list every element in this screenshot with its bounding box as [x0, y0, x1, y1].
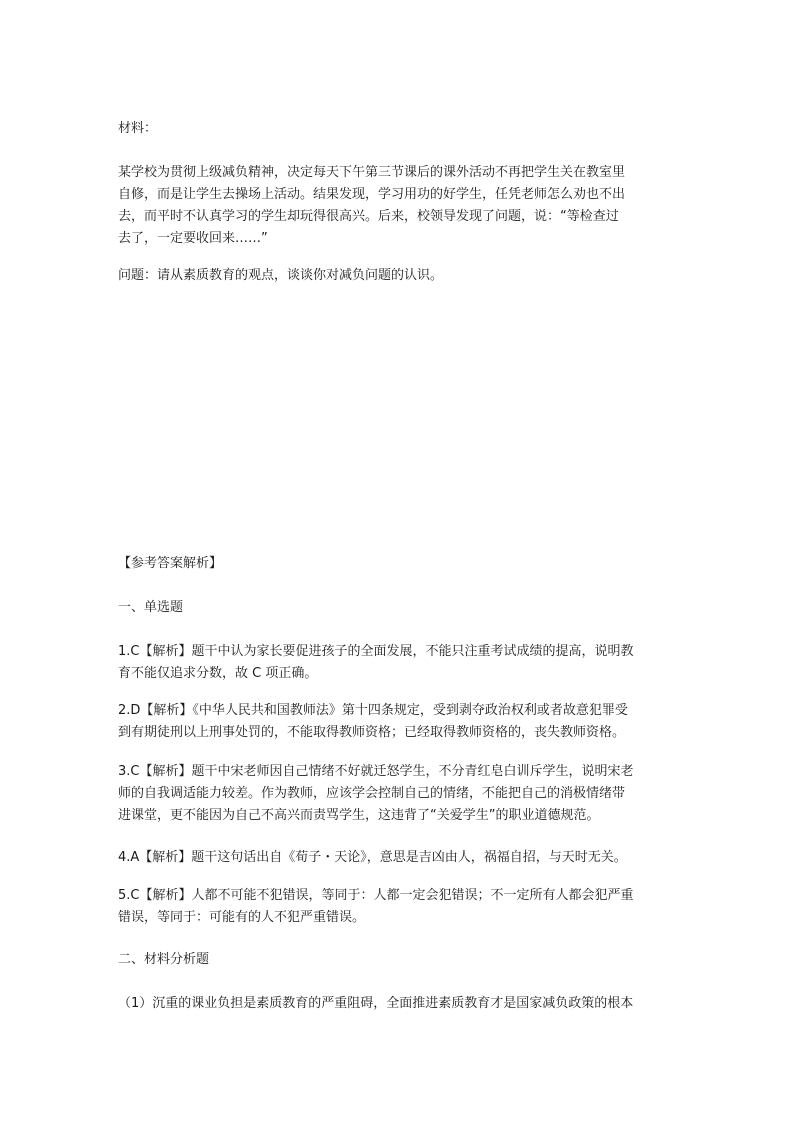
answer-line: 师的自我调适能力较差。作为教师，应该学会控制自己的情绪，不能把自己的消极情绪带 [118, 786, 626, 801]
single-choice-heading: 一、单选题 [118, 600, 184, 615]
answer-line: 5.C【解析】人都不可能不犯错误，等同于：人都一定会犯错误；不一定所有人都会犯严重 [118, 888, 634, 903]
material-line: 自修，而是让学生去操场上活动。结果发现，学习用功的好学生，任凭老师怎么劝也不出 [118, 187, 626, 202]
answer-item-4 [118, 847, 678, 869]
answer-item-3 [118, 761, 678, 827]
material-line: 去，而平时不认真学习的学生却玩得很高兴。后来，校领导发现了问题，说：“等检查过 [118, 209, 619, 224]
analysis-answer-line: （1）沉重的课业负担是素质教育的严重阻碍，全面推进素质教育才是国家减负政策的根本 [118, 996, 634, 1011]
material-label: 材料： [118, 121, 158, 136]
material-line: 某学校为贯彻上级减负精神，决定每天下午第三节课后的课外活动不再把学生关在教室里 [118, 165, 626, 180]
answer-line: 到有期徒刑以上刑事处罚的，不能取得教师资格；已经取得教师资格的，丧失教师资格。 [118, 725, 626, 740]
answer-line: 进课堂，更不能因为自己不高兴而责骂学生，这违背了“关爱学生”的职业道德规范。 [118, 808, 600, 823]
answer-section-title: 【参考答案解析】 [118, 556, 223, 571]
material-paragraph [118, 162, 678, 250]
answer-line: 4.A【解析】题干这句话出自《荀子・天论》，意思是吉凶由人，祸福自招，与天时无关。 [118, 850, 627, 865]
material-line: 去了，一定要收回来……” [118, 231, 268, 246]
answer-line: 2.D【解析】《中华人民共和国教师法》第十四条规定，受到剥夺政治权利或者故意犯罪受 [118, 703, 628, 718]
answer-item-5 [118, 885, 678, 929]
answer-line: 错误，等同于：可能有的人不犯严重错误。 [118, 910, 366, 925]
answer-item-1 [118, 641, 678, 685]
answer-line: 育不能仅追求分数，故 C 项正确。 [118, 666, 318, 681]
material-analysis-heading: 二、材料分析题 [118, 952, 210, 967]
question-text: 问题：请从素质教育的观点，谈谈你对减负问题的认识。 [118, 268, 444, 283]
answer-item-2 [118, 700, 678, 744]
answer-line: 3.C【解析】题干中宋老师因自己情绪不好就迁怒学生，不分青红皂白训斥学生，说明宋老 [118, 764, 634, 779]
answer-line: 1.C【解析】题干中认为家长要促进孩子的全面发展，不能只注重考试成绩的提高，说明教 [118, 644, 634, 659]
